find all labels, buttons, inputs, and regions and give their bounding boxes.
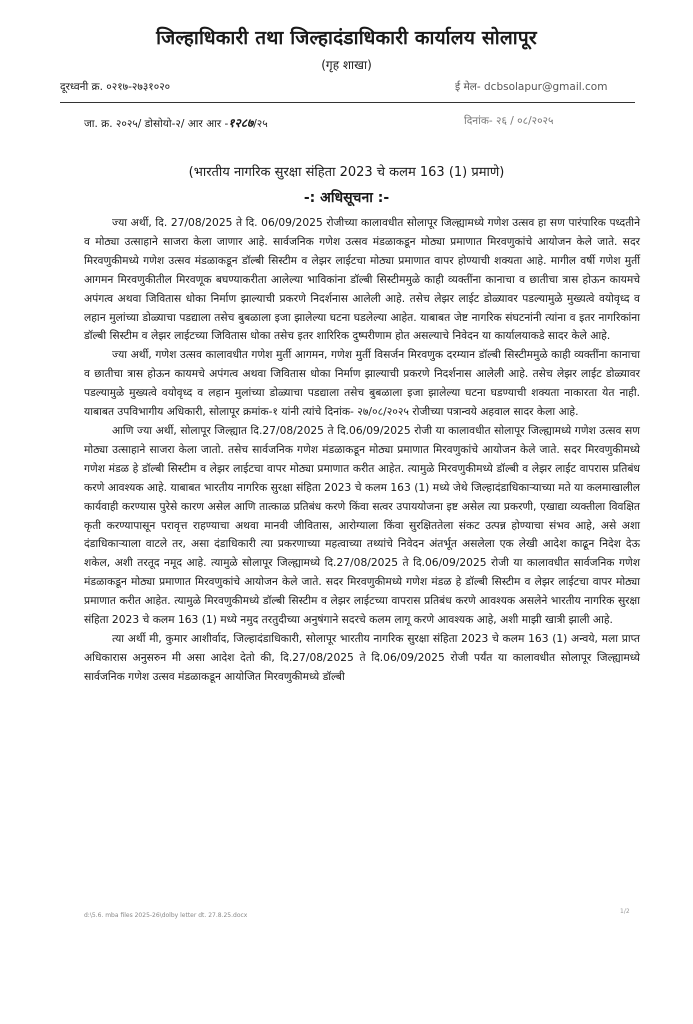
header-divider xyxy=(60,102,635,103)
paragraph-4: त्या अर्थी मी, कुमार आशीर्वाद, जिल्हादंडाधिकारी, सोलापूर भारतीय नागरिक सुरक्षा संहिता 2023 चे कलम 163 (1) अन्वये, मला प्राप्त अधिकारास अनुसरुन मी असा आदेश देतो की, दि.27/08/2025 ते दि.06/09/2025 रोजी पर्यंत या कालावधीत सोलापूर जिल्ह्यामध्ये सार्वजनिक गणेश उत्सव मंडळाकडून आयोजित मिरवणुकीमध्ये डॉल्बी xyxy=(84,631,640,683)
paragraph-2: ज्या अर्थी, गणेश उत्सव कालावधीत गणेश मुर्ती आगमन, गणेश मुर्ती विसर्जन मिरवणुक दरम्यान डॉल्बी सिस्टीममुळे काही व्यक्तींना कानाचा व छातीचा त्रास होऊन कायमचे अपंगत्व अथवा जिवितास धोका निर्माण झाल्याची प्रकरणे निदर्शनास आलेली आहे. तसेच लेझर लाईट डोळ्यावर पडल्यामुळे मुख्यत्वे वयोवृध्द व लहान मुलांच्या डोळ्याचा पडद्याला तसेच बुबळाला इजा झालेल्या घटना घडण्याची शक्यता नाकारता येत नाही. याबाबत उपविभागीय अधिकारी, सोलापूर क्रमांक-१ यांनी त्यांचे दिनांक- २७/०८/२०२५ रोजीच्या पत्रान्वये अहवाल सादर केला आहे. xyxy=(84,348,640,419)
section-heading: (भारतीय नागरिक सुरक्षा संहिता 2023 चे कलम 163 (1) प्रमाणे) xyxy=(188,165,505,180)
notice-body xyxy=(84,214,640,687)
file-path-footer: d:\5.6. mba files 2025-26\dolby letter dt. 27.8.25.docx xyxy=(84,912,248,919)
reference-prefix: जा. क्र. २०२५/ डोसोयो-२/ आर आर - xyxy=(84,118,229,130)
phone-number: दूरध्वनी क्र. ०२१७-२७३१०२० xyxy=(60,81,171,93)
issue-date: दिनांक- २६ / ०८/२०२५ xyxy=(464,115,554,127)
reference-number xyxy=(84,114,268,131)
paragraph-1: ज्या अर्थी, दि. 27/08/2025 ते दि. 06/09/2025 रोजीच्या कालावधीत सोलापूर जिल्ह्यामध्ये गणेश उत्सव हा सण पारंपारिक पध्दतीने व मोठ्या उत्साहाने साजरा केला जाणार आहे. सार्वजनिक गणेश उत्सव मंडळाकडून मोठ्या प्रमाणात मिरवणुकांचे आयोजन केले जाते. सदर मिरवणुकीमध्ये गणेश उत्सव मंडळाकडून डॉल्बी सिस्टीम व लेझर लाईटचा मोठ्या प्रमाणात वापर होण्याची शक्यता आहे. मागील वर्षी गणेश मुर्ती आगमन मिरवणुकीतील मिरवणूक बघण्याकरीता आलेल्या भाविकांना डॉल्बी सिस्टीममुळे काही व्यक्तींना कानाचा व छातीचा त्रास होऊन कायमचे अपंगत्व अथवा जिवितास धोका निर्माण झाल्याची प्रकरणे निदर्शनास आलेली आहे. तसेच लेझर लाईट डोळ्यावर पडल्यामुळे मुख्यत्वे वयोवृध्द व लहान मुलांच्या डोळ्याचा पडद्याला तसेच बुबळाला इजा झालेल्या घटना घडलेल्या आहेत. याबाबत जेष्ट नागरिक संघटनांनी त्यांना व इतर नागरिकांना डॉल्बी सिस्टीम व लेझर लाईटच्या जिवितास धोका तसेच इतर शारिरिक दुष्परीणाम होत असल्याचे निवेदन या कार्यालयाकडे सादर केले आहे. xyxy=(84,216,640,343)
email-address: ई मेल- dcbsolapur@gmail.com xyxy=(455,81,608,93)
office-branch: (गृह शाखा) xyxy=(321,58,372,72)
notice-heading: -: अधिसूचना :- xyxy=(303,190,390,206)
page-number: 1/2 xyxy=(620,908,630,915)
reference-suffix: /२५ xyxy=(253,118,268,130)
paragraph-3: आणि ज्या अर्थी, सोलापूर जिल्ह्यात दि.27/08/2025 ते दि.06/09/2025 रोजी या कालावधीत सोलापूर जिल्ह्यामध्ये गणेश उत्सव सण मोठ्या उत्साहाने साजरा केला जातो. तसेच सार्वजनिक गणेश मंडळाकडून मोठ्या प्रमाणात मिरवणुकांचे आयोजन केले जाते. सदर मिरवणुकीमध्ये गणेश मंडळ हे डॉल्बी सिस्टीम व लेझर लाईटचा वापर मोठ्या प्रमाणात करीत आहेत. त्यामुळे मिरवणुकीमध्ये डॉल्बी व लेझर लाईट वापरास प्रतिबंध करणे आवश्यक आहे. याबाबत भारतीय नागरिक सुरक्षा संहिता 2023 चे कलम 163 (1) मध्ये जेथे जिल्हादंडाधिकाऱ्याच्या मते या कलमाखालील कार्यवाही करण्यास पुरेसे कारण असेल आणि तात्काळ प्रतिबंध करणे किंवा सत्वर उपाययोजना इष्ट असेल त्या प्रकरणी, एखाद्या व्यक्तीला विवक्षित कृती करण्यापासून परावृत्त राहण्याचा अथवा मानवी जीवितास, आरोग्याला किंवा सुरक्षिततेला संकट उत्पन्न होण्याचा संभव आहे, असे अशा दंडाधिकाऱ्याला वाटले तर, असा दंडाधिकारी त्या प्रकरणाच्या महत्वाच्या तथ्यांचे निवेदन अंतर्भूत असलेला एक लेखी आदेश काढून निदेश देऊ शकेल, अशी तरतूद नमूद आहे. त्यामुळे सोलापूर जिल्ह्यामध्ये दि.27/08/2025 ते दि.06/09/2025 रोजी या कालावधीत सार्वजनिक गणेश मंडळाकडून मोठ्या प्रमाणात मिरवणुकांचे आयोजन केले जाते. सदर मिरवणुकीमध्ये गणेश मंडळ हे डॉल्बी सिस्टीम व लेझर लाईटचा वापर मोठ्या प्रमाणात करीत आहेत. त्यामुळे मिरवणुकीमध्ये डॉल्बी सिस्टीम व लेझर लाईटच्या वापरास प्रतिबंध करणे आवश्यक असलेने भारतीय नागरिक सुरक्षा संहिता 2023 चे कलम 163 (1) मध्ये नमुद तरतुदीच्या अनुषंगाने सदरचे कलम लागू करणे आवश्यक आहे, अशी माझी खात्री झाली आहे. xyxy=(84,423,640,627)
office-title: जिल्हाधिकारी तथा जिल्हादंडाधिकारी कार्यालय सोलापूर xyxy=(156,27,537,49)
reference-handwritten-number: १२८७ xyxy=(228,116,254,130)
